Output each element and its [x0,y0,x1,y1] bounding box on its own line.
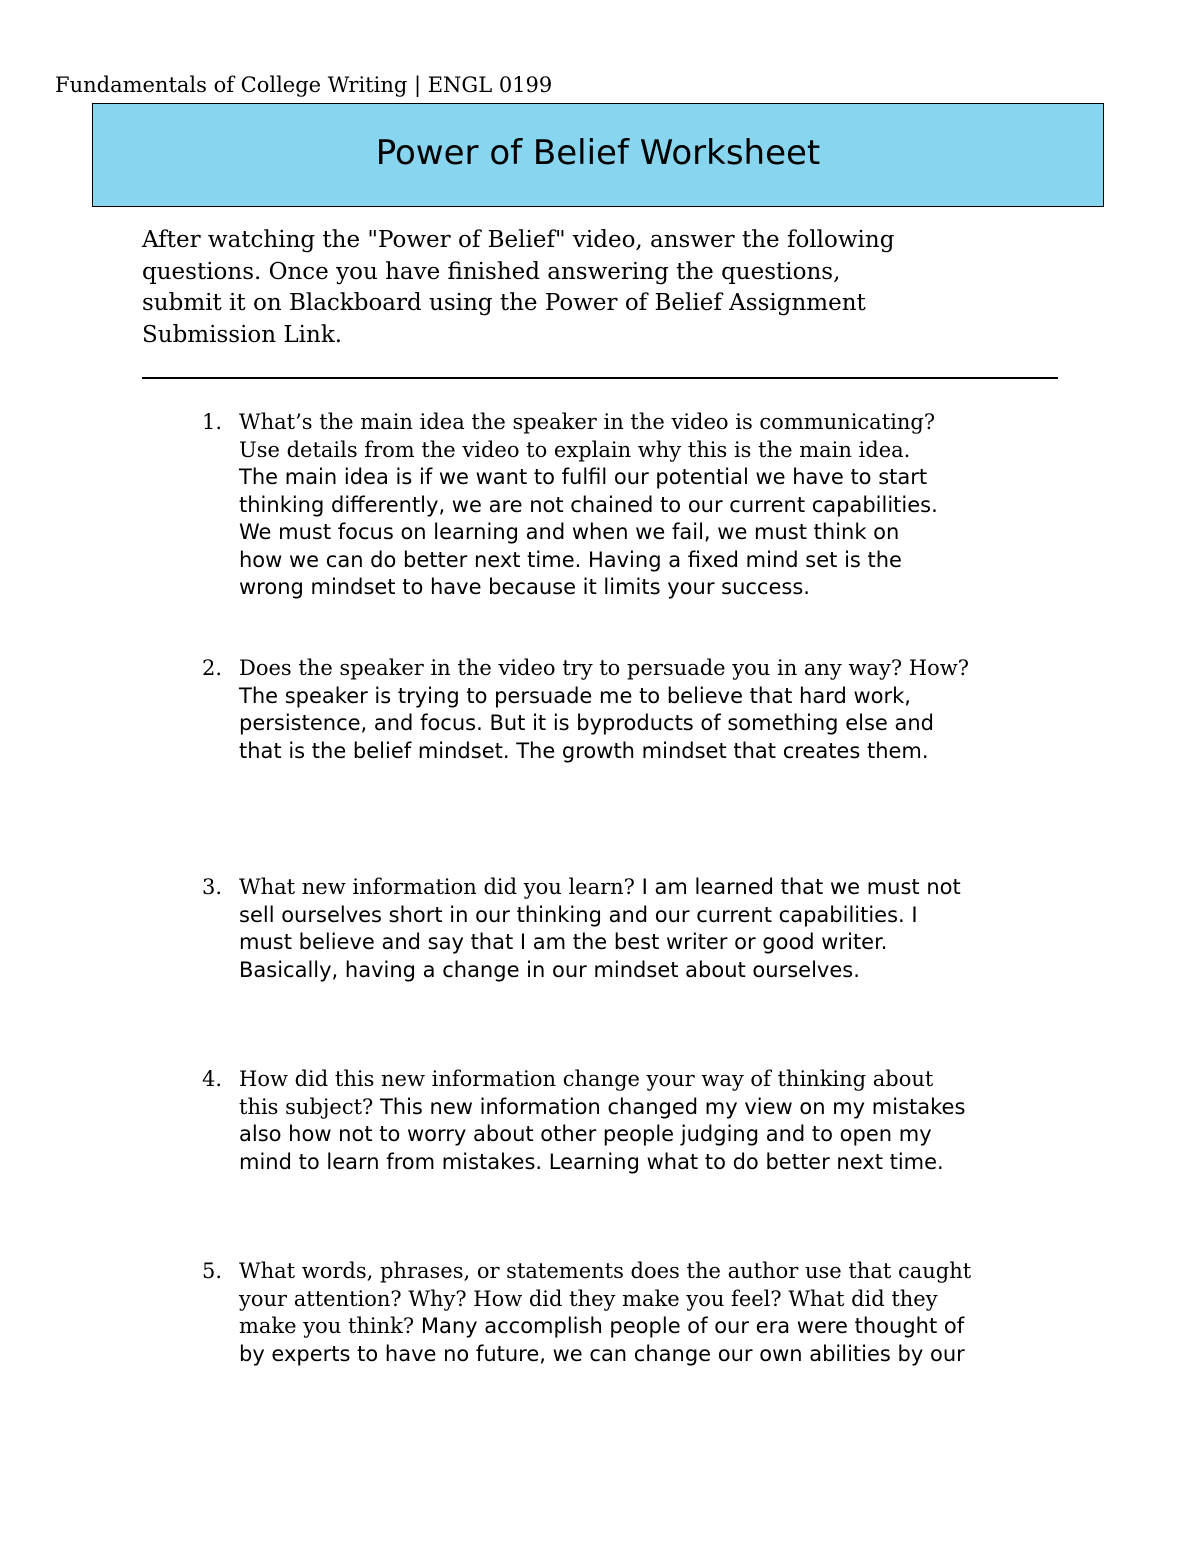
answer-text: sell ourselves short in our thinking and our current capabilities. I [239,902,918,927]
question-number: 2. [202,656,223,680]
question-number: 4. [202,1067,223,1091]
question-text: How did this new information change your way of thinking about [239,1067,934,1091]
question-text: your attention? Why? How did they make you feel? What did they [239,1286,938,1311]
answer-text: Basically, having a change in our mindset about ourselves. [239,957,860,982]
answer-text: This new information changed my view on my mistakes [373,1094,966,1119]
answer-text: persistence, and focus. But it is byproducts of something else and [239,711,934,735]
question-text: this subject? [239,1094,374,1119]
answer-text: We must focus on learning and when we fail, we must think on [239,520,900,544]
question-text: What new information did you learn? [239,875,635,899]
answer-text: by experts to have no future, we can change our own abilities by our [239,1341,965,1366]
answer-text: mind to learn from mistakes. Learning what to do better next time. [239,1149,944,1174]
answer-text: that is the belief mindset. The growth mindset that creates them. [239,738,929,763]
question-text: Use details from the video to explain why this is the main idea. [239,437,911,462]
question-text: What words, phrases, or statements does the author use that caught [239,1259,972,1283]
divider-line [142,377,1058,379]
answer-text: thinking differently, we are not chained to our current capabilities. [239,492,938,517]
question-number: 3. [202,875,223,899]
instructions [142,225,1062,351]
question-text: What’s the main idea the speaker in the video is communicating? [239,410,936,434]
question-text: make you think? [239,1314,415,1338]
instructions-line: questions. Once you have finished answering the questions, [142,258,841,285]
question-number: 5. [202,1259,223,1283]
answer-text: Many accomplish people of our era were thought of [414,1314,965,1338]
title-box [92,103,1104,207]
answer-text: The main idea is if we want to fulfil our potential we have to start [239,465,928,489]
answer-text: also how not to worry about other people judging and to open my [239,1122,932,1146]
answer-text: The speaker is trying to persuade me to believe that hard work, [239,683,911,708]
instructions-line: submit it on Blackboard using the Power of Belief Assignment [142,290,866,316]
answer-text: wrong mindset to have because it limits your success. [239,575,810,599]
question-number: 1. [202,410,223,434]
instructions-line: After watching the "Power of Belief" video, answer the following [142,227,895,253]
instructions-line: Submission Link. [142,321,343,348]
course-header: Fundamentals of College Writing | ENGL 0199 [55,73,553,97]
answer-text: must believe and say that I am the best writer or good writer. [239,930,888,954]
answer-text: how we can do better next time. Having a fixed mind set is the [239,547,902,572]
answer-text: I am learned that we must not [634,875,961,899]
worksheet-title: Power of Belief Worksheet [375,133,821,173]
question-text: Does the speaker in the video try to persuade you in any way? How? [239,656,969,680]
